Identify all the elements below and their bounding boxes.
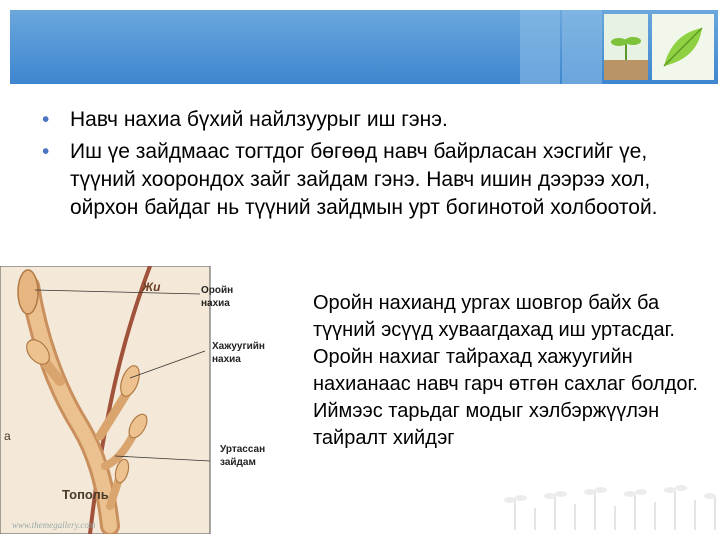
bullet-text: Навч нахиа бүхий найлзуурыг иш гэнэ. bbox=[70, 108, 448, 131]
figure-left-text: а bbox=[4, 429, 11, 443]
plant-watermark bbox=[495, 470, 725, 530]
bullet-list bbox=[42, 106, 702, 226]
apical-bud-label: Оройн нахиа bbox=[201, 285, 234, 309]
header-tile bbox=[562, 10, 602, 84]
sprout-thumbnail bbox=[604, 14, 648, 80]
lateral-bud-label: Хажуугийн нахиа bbox=[212, 341, 265, 365]
bullet-item: • Иш үе зайдмаас тогтдог бөгөөд навч байрласан хэсгийг үе, түүний хоорондох зайг зайдам гэнэ. Навч ишин дээрээ хол, ойрхон байдаг нь түүний зайдмын урт богинотой холбоотой. bbox=[42, 140, 658, 219]
leaf-thumbnail bbox=[652, 14, 714, 80]
figure-top-text: Жи bbox=[142, 280, 161, 294]
header-tile bbox=[520, 10, 560, 84]
footer-url: www.themegallery.com bbox=[12, 520, 96, 530]
internode-label: Уртассан зайдам bbox=[220, 444, 266, 468]
description-text: Оройн нахианд ургах шовгор байх ба түүний эсүүд хуваагдахад иш уртасдаг. Оройн нахиаг тайрахад хажуугийн нахианаас навч гарч өтгөн сахлаг болдог. Иймээс тарьдаг модыг хэлбэржүүлэн тайралт хийдэг bbox=[313, 292, 698, 449]
figure-bottom-text: Тополь bbox=[62, 487, 109, 502]
bullet-text: Иш үе зайдмаас тогтдог бөгөөд навч байрласан хэсгийг үе, түүний хоорондох зайг зайдам гэнэ. Навч ишин дээрээ хол, ойрхон байдаг нь түүний зайдмын урт богинотой холбоотой. bbox=[70, 140, 658, 219]
bullet-item: • Навч нахиа бүхий найлзуурыг иш гэнэ. bbox=[42, 108, 448, 131]
